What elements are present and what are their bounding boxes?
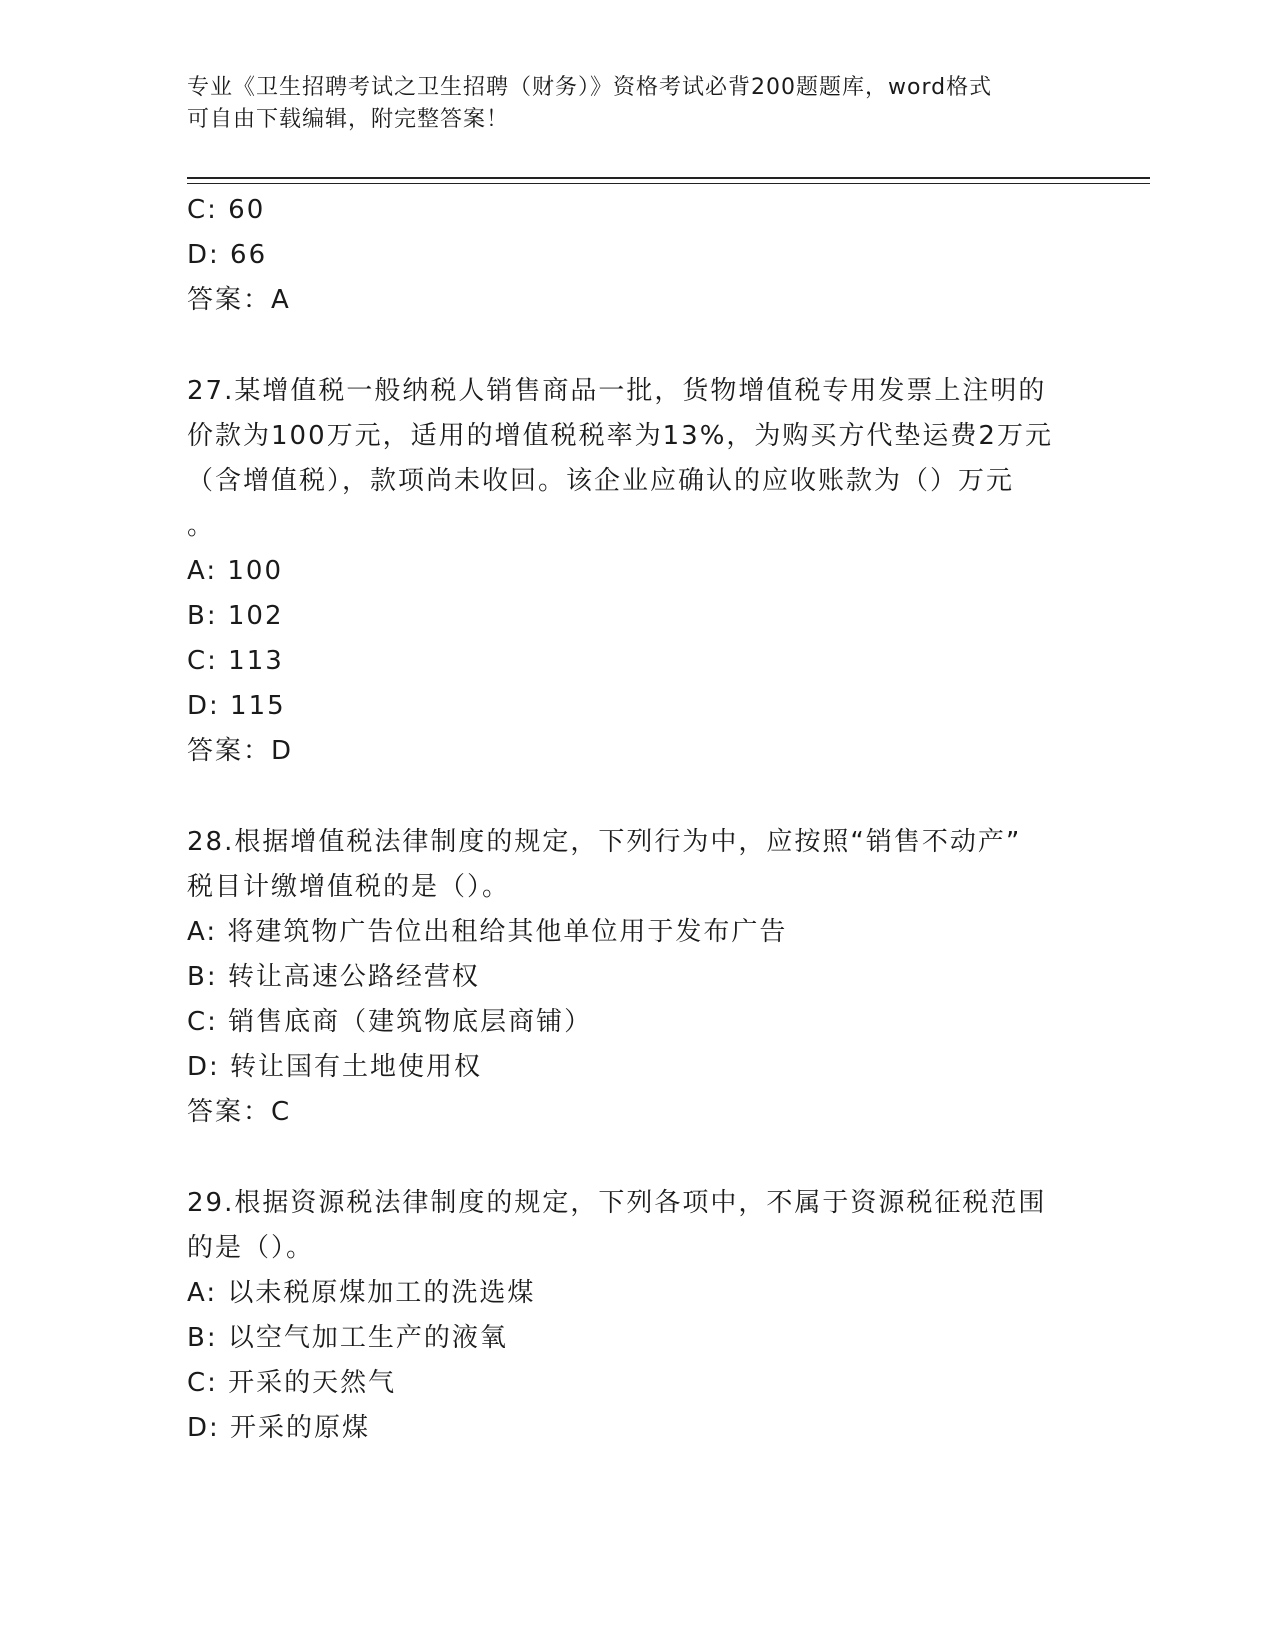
header-divider-thin xyxy=(187,183,1150,184)
spacer xyxy=(187,323,1087,369)
option-b: B: 102 xyxy=(187,601,284,631)
document-header xyxy=(187,72,1087,136)
question-text-line: 29.根据资源税法律制度的规定，下列各项中，不属于资源税征税范围 xyxy=(187,1188,1047,1218)
option-c: C: 113 xyxy=(187,646,284,676)
question-text-line: 27.某增值税一般纳税人销售商品一批，货物增值税专用发票上注明的 xyxy=(187,376,1047,406)
answer-line: 答案：A xyxy=(187,285,291,315)
answer-line: 答案：D xyxy=(187,736,294,766)
question-29 xyxy=(187,1181,1087,1451)
question-text-line: 价款为100万元，适用的增值税税率为13%，为购买方代垫运费2万元 xyxy=(187,421,1053,451)
option-d: D: 开采的原煤 xyxy=(187,1413,371,1443)
option-c: C: 60 xyxy=(187,195,266,225)
answer-line: 答案：C xyxy=(187,1097,292,1127)
spacer xyxy=(187,1135,1087,1181)
option-b: B: 以空气加工生产的液氧 xyxy=(187,1323,508,1353)
question-28 xyxy=(187,820,1087,1135)
question-content xyxy=(187,188,1087,1451)
option-d: D: 转让国有土地使用权 xyxy=(187,1052,483,1082)
question-text-line: 。 xyxy=(187,511,216,541)
question-text-line: 税目计缴增值税的是（）。 xyxy=(187,872,511,902)
spacer xyxy=(187,774,1087,820)
question-text-line: 的是（）。 xyxy=(187,1233,315,1263)
question-27 xyxy=(187,369,1087,774)
question-text-line: 28.根据增值税法律制度的规定，下列行为中，应按照“销售不动产” xyxy=(187,827,1022,857)
prev-question xyxy=(187,188,1087,323)
option-c: C: 销售底商（建筑物底层商铺） xyxy=(187,1007,593,1037)
header-title-line-2: 可自由下载编辑，附完整答案！ xyxy=(187,107,510,132)
option-a: A: 100 xyxy=(187,556,283,586)
option-d: D: 66 xyxy=(187,240,268,270)
option-b: B: 转让高速公路经营权 xyxy=(187,962,480,992)
question-text-line: （含增值税），款项尚未收回。该企业应确认的应收账款为（）万元 xyxy=(187,466,1015,496)
header-title-line-1: 专业《卫生招聘考试之卫生招聘（财务）》资格考试必背200题题库，word格式 xyxy=(187,75,993,100)
option-a: A: 将建筑物广告位出租给其他单位用于发布广告 xyxy=(187,917,788,947)
option-d: D: 115 xyxy=(187,691,286,721)
option-c: C: 开采的天然气 xyxy=(187,1368,397,1398)
header-divider-thick xyxy=(187,177,1150,179)
option-a: A: 以未税原煤加工的洗选煤 xyxy=(187,1278,536,1308)
